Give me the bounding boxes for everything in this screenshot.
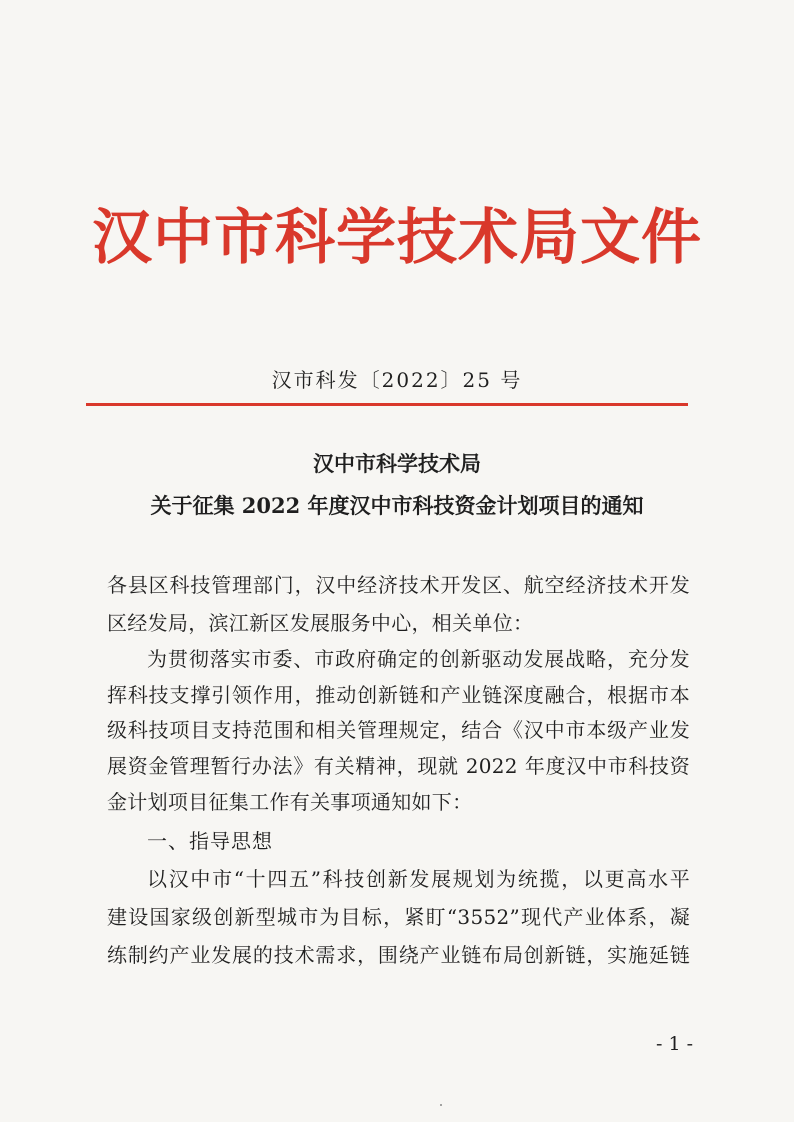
scan-speck (440, 1104, 442, 1106)
section-line: 以汉中市“十四五”科技创新发展规划为统揽，以更高水平 (147, 867, 690, 891)
intro-line: 展资金管理暂行办法》有关精神，现就 2022 年度汉中市科技资 (107, 754, 690, 778)
addressee-line: 各县区科技管理部门，汉中经济技术开发区、航空经济技术开发 (107, 573, 690, 597)
section-heading: 一、指导思想 (147, 829, 273, 853)
intro-line: 级科技项目支持范围和相关管理规定，结合《汉中市本级产业发 (107, 718, 690, 742)
intro-line: 挥科技支撑引领作用，推动创新链和产业链深度融合，根据市本 (107, 683, 690, 707)
intro-line: 金计划项目征集工作有关事项通知如下： (107, 790, 473, 814)
red-divider-line (86, 403, 688, 406)
addressee-line: 区经发局，滨江新区发展服务中心，相关单位： (107, 611, 534, 635)
section-line: 建设国家级创新型城市为目标，紧盯“3552”现代产业体系，凝 (107, 905, 690, 929)
page-number: - 1 - (656, 1033, 694, 1055)
intro-line: 为贯彻落实市委、市政府确定的创新驱动发展战略，充分发 (147, 647, 690, 671)
notice-title-line-2: 关于征集 2022 年度汉中市科技资金计划项目的通知 (150, 493, 644, 518)
notice-title-line-1: 汉中市科学技术局 (313, 451, 481, 476)
agency-masthead: 汉中市科学技术局文件 (92, 203, 702, 273)
section-line: 练制约产业发展的技术需求，围绕产业链布局创新链，实施延链 (107, 943, 690, 967)
document-number: 汉市科发〔2022〕25 号 (271, 368, 523, 392)
